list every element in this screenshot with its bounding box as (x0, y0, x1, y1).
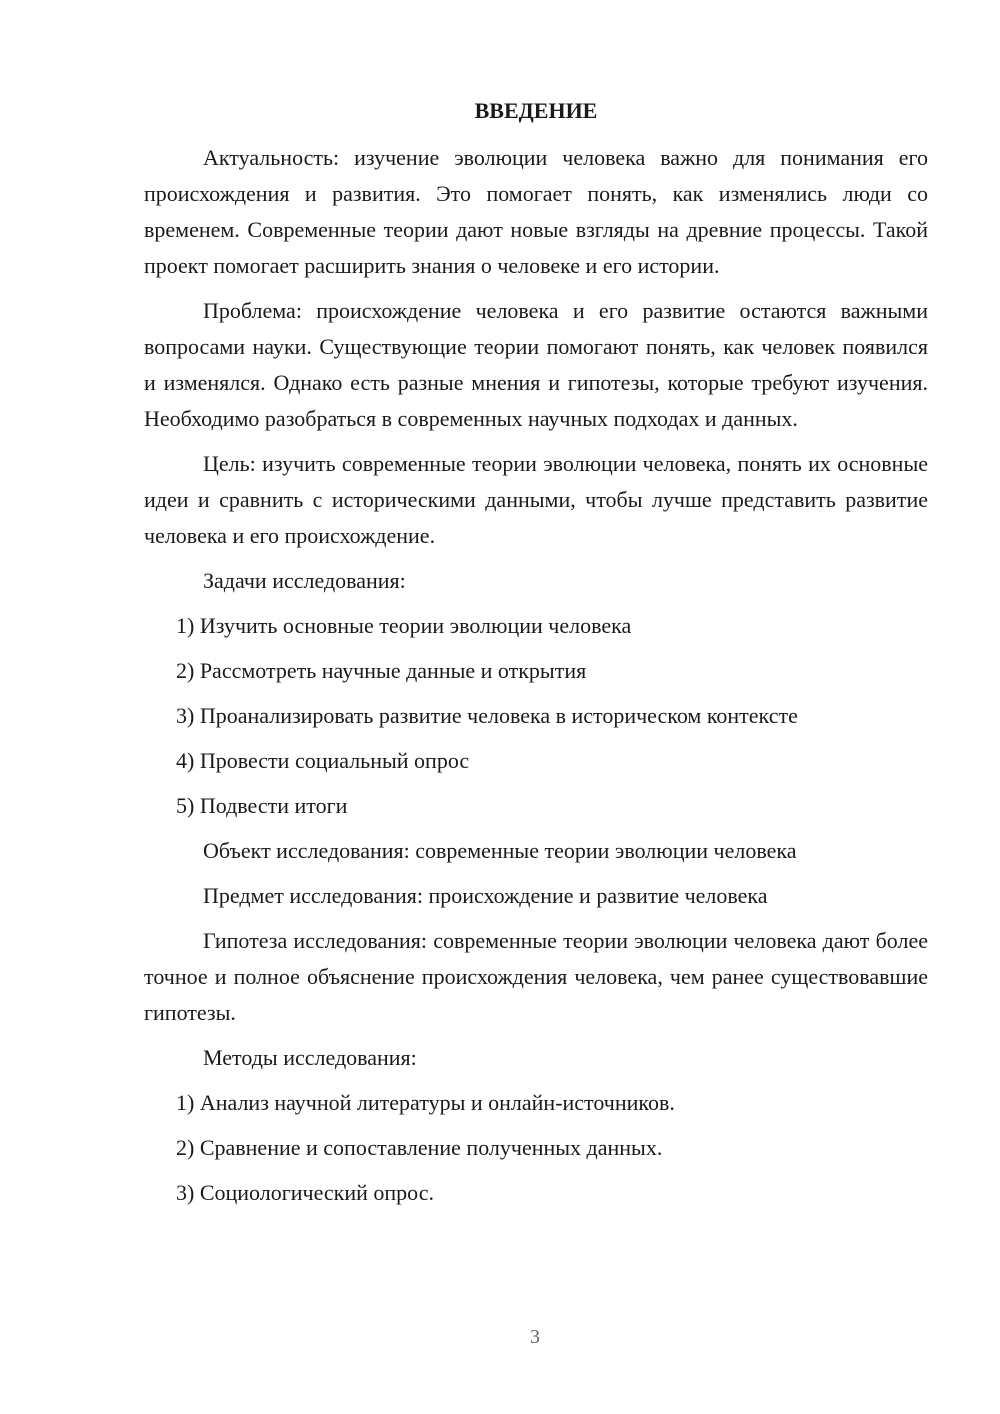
list-item: 2) Сравнение и сопоставление полученных данных. (176, 1135, 663, 1160)
object-line: Объект исследования: современные теории эволюции человека (203, 838, 797, 863)
tasks-heading: Задачи исследования: (203, 568, 406, 593)
methods-list (144, 1085, 928, 1211)
list-item: 5) Подвести итоги (176, 793, 348, 818)
relevance-paragraph: Актуальность: изучение эволюции человека важно для понимания его происхождения и развития. Это помогает понять, как изменялись люди со временем. Современные теории дают новые взгляды на древние процессы. Такой проект помогает расширить знания о человеке и его истории. (144, 145, 928, 278)
page-number: 3 (530, 1326, 540, 1348)
problem-paragraph: Проблема: происхождение человека и его развитие остаются важными вопросами науки. Существующие теории помогают понять, как человек появился и изменялся. Однако есть разные мнения и гипотезы, которые требуют изучения. Необходимо разобраться в современных научных подходах и данных. (144, 298, 928, 431)
list-item: 1) Изучить основные теории эволюции человека (176, 613, 632, 638)
list-item: 1) Анализ научной литературы и онлайн-источников. (176, 1090, 675, 1115)
list-item: 3) Социологический опрос. (176, 1180, 434, 1205)
subject-line: Предмет исследования: происхождение и развитие человека (203, 883, 768, 908)
goal-paragraph: Цель: изучить современные теории эволюции человека, понять их основные идеи и сравнить с историческими данными, чтобы лучше представить развитие человека и его происхождение. (144, 451, 928, 548)
list-item: 4) Провести социальный опрос (176, 748, 470, 773)
document-page (144, 96, 928, 1220)
methods-heading: Методы исследования: (203, 1045, 417, 1070)
list-item: 2) Рассмотреть научные данные и открытия (176, 658, 587, 683)
hypothesis-paragraph: Гипотеза исследования: современные теории эволюции человека дают более точное и полное объяснение происхождения человека, чем ранее существовавшие гипотезы. (144, 928, 928, 1025)
page-title: ВВЕДЕНИЕ (474, 98, 598, 123)
tasks-list (144, 608, 928, 824)
list-item: 3) Проанализировать развитие человека в историческом контексте (176, 703, 798, 728)
